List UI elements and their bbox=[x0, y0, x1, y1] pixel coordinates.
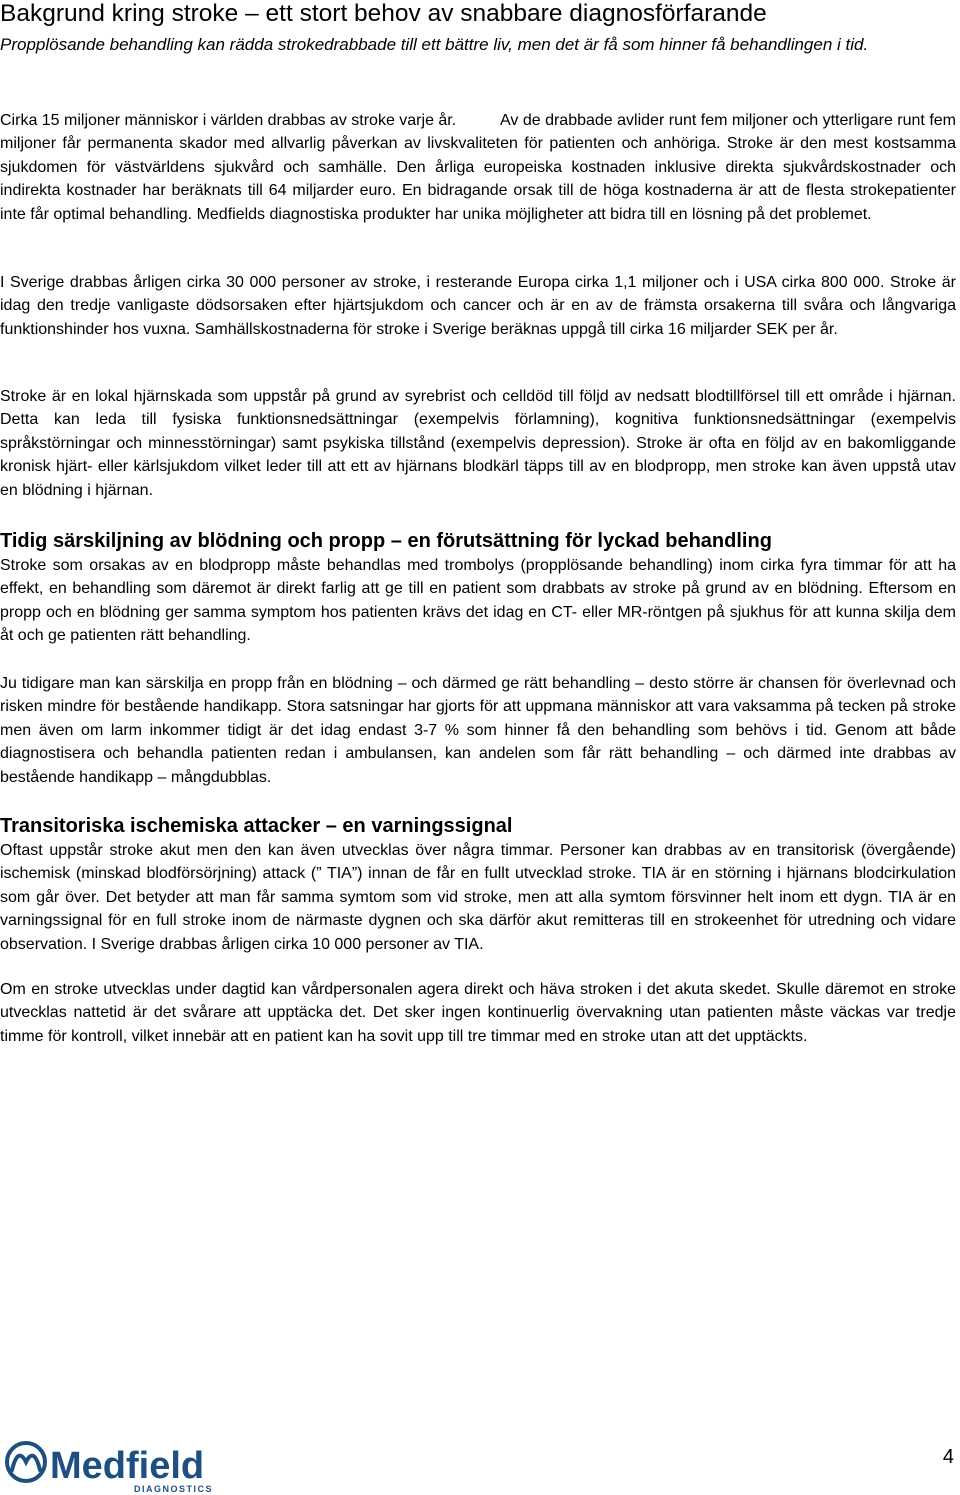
body-paragraph: Av de drabbade avlider runt fem miljoner och ytterligare runt fem miljoner får permanenta skador med allvarlig påverkan av livskvaliteten för patienten och anhöriga. Stroke är den mest kostsamma sjukdomen för västvärldens sjukvård och samhälle. Den årliga europeiska kostnaden inklusive direkta sjukvårdskostnader och indirekta kostnader har beräknats till 64 miljarder euro. En bidragande orsak till de höga kostnaderna är att de flesta strokepatienter inte får optimal behandling. Medfields diagnostiska produkter har unika möjligheter att bidra till en lösning på det problemet. bbox=[0, 112, 956, 223]
logo-subtext: DIAGNOSTICS bbox=[134, 1484, 214, 1494]
section-heading: Transitoriska ischemiska attacker – en varningssignal bbox=[0, 815, 513, 837]
subtitle: Propplösande behandling kan rädda strokedrabbade till ett bättre liv, men det är få som hinner få behandlingen i tid. bbox=[0, 35, 869, 54]
logo-text: Medfield bbox=[50, 1445, 205, 1487]
body-paragraph: Stroke är en lokal hjärnskada som uppstår på grund av syrebrist och celldöd till följd av nedsatt blodtillförsel till ett område i hjärnan. Detta kan leda till fysiska funktionsnedsättningar (exempelvis förlamning), kognitiva funktionsnedsättningar (exempelvis språkstörningar och minnesstörningar) samt psykiska tillstånd (exempelvis depression). Stroke är ofta en följd av en bakomliggande kronisk hjärt- eller kärlsjukdom vilket leder till att ett av hjärnans blodkärl täpps till av en blodpropp, men stroke kan även uppstå utav en blödning i hjärnan. bbox=[0, 388, 956, 499]
body-paragraph: Om en stroke utvecklas under dagtid kan vårdpersonalen agera direkt och häva stroken i det akuta skedet. Skulle däremot en stroke utvecklas nattetid är det svårare att upptäcka det. Det sker ingen kontinuerlig övervakning utan patienten måste väckas var tredje timme för kontroll, vilket innebär att en patient kan ha sovit upp till tre timmar med en stroke utan att det upptäckts. bbox=[0, 981, 956, 1045]
intro-paragraph: Cirka 15 miljoner människor i världen drabbas av stroke varje år. bbox=[0, 112, 457, 129]
logo-mark-icon bbox=[7, 1443, 45, 1481]
page-title: Bakgrund kring stroke – ett stort behov av snabbare diagnosförfarande bbox=[0, 0, 767, 27]
body-paragraph: Oftast uppstår stroke akut men den kan även utvecklas över några timmar. Personer kan drabbas av en transitorisk (övergående) ischemisk (minskad blodförsörjning) attack (” TIA”) innan de får en fullt utvecklad stroke. TIA är en störning i hjärnans blodcirkulation som går över. Det betyder att man får samma symtom som vid stroke, men att alla symtom försvinner helt inom ett dygn. TIA är en varningssignal för en full stroke inom de närmaste dygnen och ska därför akut remitteras till en strokeenhet för utredning och vidare observation. I Sverige drabbas årligen cirka 10 000 personer av TIA. bbox=[0, 842, 956, 953]
body-paragraph: Ju tidigare man kan särskilja en propp från en blödning – och därmed ge rätt behandling – desto större är chansen för överlevnad och risken mindre för bestående handikapp. Stora satsningar har gjorts för att uppmana människor att vara vaksamma på tecken på stroke men även om larm inkommer tidigt är det idag endast 3-7 % som hinner få den behandling som behövs i tid. Genom att både diagnostisera och behandla patienten redan i ambulansen, kan andelen som får rätt behandling – och därmed inte drabbas av bestående handikapp – mångdubblas. bbox=[0, 675, 956, 786]
section-heading: Tidig särskiljning av blödning och propp – en förutsättning för lyckad behandling bbox=[0, 530, 772, 552]
body-paragraph: Stroke som orsakas av en blodpropp måste behandlas med trombolys (propplösande behandling) inom cirka fyra timmar för att ha effekt, en behandling som däremot är direkt farlig att ge till en patient som drabbats av stroke på grund av en blödning. Eftersom en propp och en blödning ger samma symptom hos patienten krävs det idag en CT- eller MR-röntgen på sjukhus för att kunna skilja dem åt och ge patienten rätt behandling. bbox=[0, 557, 956, 645]
page-number: 4 bbox=[942, 1446, 954, 1468]
body-paragraph: I Sverige drabbas årligen cirka 30 000 personer av stroke, i resterande Europa cirka 1,1 miljoner och i USA cirka 800 000. Stroke är idag den tredje vanligaste dödsorsaken efter hjärtsjukdom och cancer och är en av de främsta orsakerna till svåra och långvariga funktionshinder hos vuxna. Samhällskostnaderna för stroke i Sverige beräknas uppgå till cirka 16 miljarder SEK per år. bbox=[0, 274, 956, 338]
medfield-logo bbox=[4, 1440, 224, 1495]
